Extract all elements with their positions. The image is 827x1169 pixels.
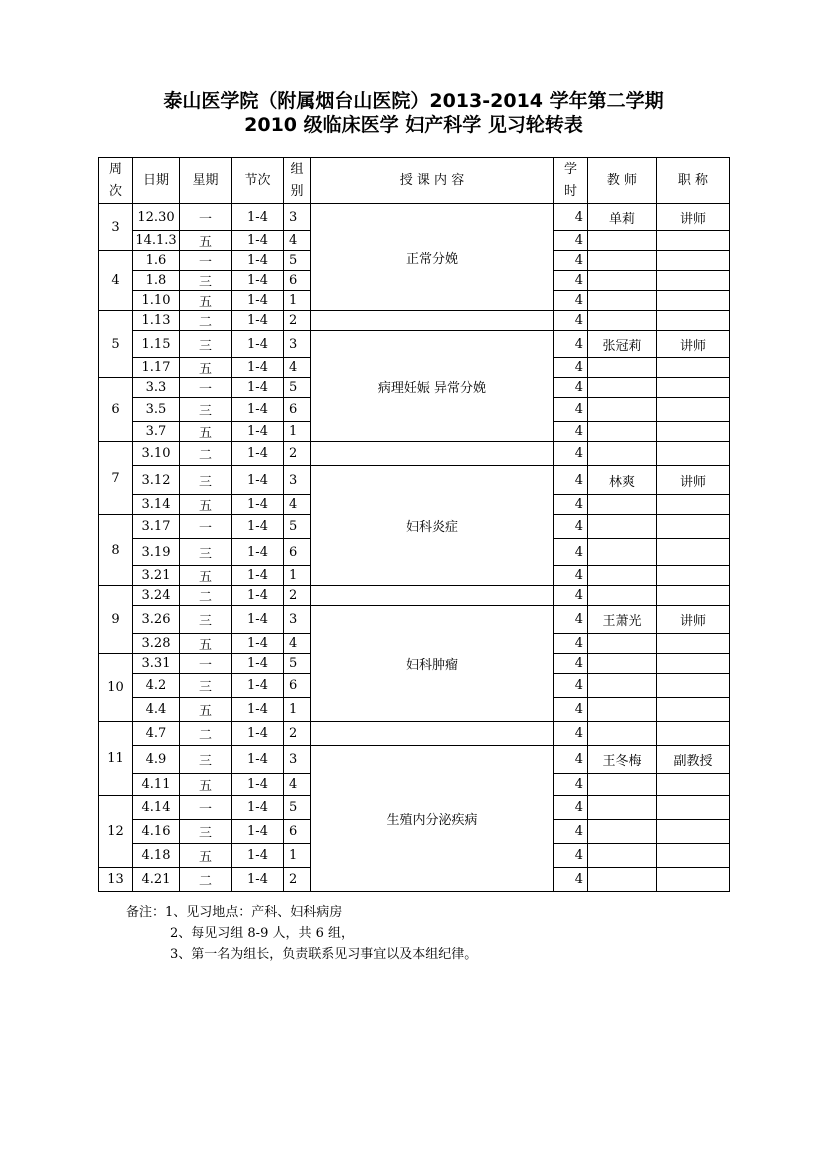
group-cell: 1: [284, 422, 311, 442]
hours-cell: 4: [554, 634, 588, 654]
week-cell: 6: [99, 378, 133, 442]
topic-blank-cell: [311, 586, 554, 606]
weekday-cell: 五: [180, 291, 232, 311]
period-cell: 1-4: [232, 606, 284, 634]
weekday-cell: 五: [180, 358, 232, 378]
note-3: 3、第一名为组长，负责联系见习事宜以及本组纪律。: [170, 947, 478, 962]
week-cell: 13: [99, 868, 133, 892]
hours-cell: 4: [554, 398, 588, 422]
hours-cell: 4: [554, 291, 588, 311]
header-week: 周 次: [99, 158, 133, 204]
header-content: 授 课 内 容: [311, 158, 554, 204]
title-cell: [657, 722, 730, 746]
title-cell: [657, 378, 730, 398]
title-cell: [657, 311, 730, 331]
weekday-cell: 三: [180, 539, 232, 566]
date-cell: 14.1.3: [133, 231, 180, 251]
table-row: [99, 722, 730, 746]
date-cell: 12.30: [133, 204, 180, 231]
group-cell: 5: [284, 378, 311, 398]
header-teacher: 教 师: [588, 158, 657, 204]
period-cell: 1-4: [232, 674, 284, 698]
header-group: 组 别: [284, 158, 311, 204]
period-cell: 1-4: [232, 231, 284, 251]
teacher-cell: [588, 291, 657, 311]
date-cell: 1.10: [133, 291, 180, 311]
weekday-cell: 五: [180, 231, 232, 251]
teacher-cell: [588, 868, 657, 892]
hours-cell: 4: [554, 698, 588, 722]
weekday-cell: 三: [180, 331, 232, 358]
hours-cell: 4: [554, 654, 588, 674]
topic-blank-cell: [311, 311, 554, 331]
teacher-cell: [588, 586, 657, 606]
title-cell: [657, 586, 730, 606]
title-cell: 副教授: [657, 746, 730, 774]
week-cell: 10: [99, 654, 133, 722]
hours-cell: 4: [554, 586, 588, 606]
table-row: [99, 466, 730, 495]
hours-cell: 4: [554, 251, 588, 271]
title-cell: [657, 796, 730, 820]
group-cell: 1: [284, 844, 311, 868]
date-cell: 4.16: [133, 820, 180, 844]
teacher-cell: [588, 634, 657, 654]
hours-cell: 4: [554, 466, 588, 495]
group-cell: 2: [284, 868, 311, 892]
hours-cell: 4: [554, 844, 588, 868]
title-cell: [657, 844, 730, 868]
group-cell: 3: [284, 606, 311, 634]
teacher-cell: [588, 820, 657, 844]
teacher-cell: [588, 654, 657, 674]
date-cell: 1.15: [133, 331, 180, 358]
title-cell: [657, 442, 730, 466]
teacher-cell: [588, 251, 657, 271]
teacher-cell: [588, 442, 657, 466]
period-cell: 1-4: [232, 311, 284, 331]
teacher-cell: [588, 539, 657, 566]
group-cell: 3: [284, 331, 311, 358]
group-cell: 4: [284, 774, 311, 796]
teacher-cell: [588, 774, 657, 796]
hours-cell: 4: [554, 422, 588, 442]
weekday-cell: 五: [180, 844, 232, 868]
weekday-cell: 三: [180, 398, 232, 422]
teacher-cell: [588, 358, 657, 378]
date-cell: 3.24: [133, 586, 180, 606]
teacher-cell: [588, 495, 657, 515]
teacher-cell: 王冬梅: [588, 746, 657, 774]
hours-cell: 4: [554, 515, 588, 539]
weekday-cell: 五: [180, 422, 232, 442]
group-cell: 1: [284, 566, 311, 586]
topic-blank-cell: [311, 442, 554, 466]
title-cell: [657, 634, 730, 654]
period-cell: 1-4: [232, 331, 284, 358]
topic-cell: 正常分娩: [311, 204, 554, 311]
header-weekday: 星期: [180, 158, 232, 204]
weekday-cell: 一: [180, 654, 232, 674]
teacher-cell: 林爽: [588, 466, 657, 495]
period-cell: 1-4: [232, 271, 284, 291]
hours-cell: 4: [554, 868, 588, 892]
date-cell: 1.8: [133, 271, 180, 291]
weekday-cell: 三: [180, 606, 232, 634]
period-cell: 1-4: [232, 422, 284, 442]
group-cell: 6: [284, 539, 311, 566]
date-cell: 3.7: [133, 422, 180, 442]
hours-cell: 4: [554, 271, 588, 291]
date-cell: 3.26: [133, 606, 180, 634]
group-cell: 3: [284, 204, 311, 231]
table-row: [99, 331, 730, 358]
date-cell: 3.10: [133, 442, 180, 466]
week-cell: 12: [99, 796, 133, 868]
title-cell: [657, 654, 730, 674]
hours-cell: 4: [554, 606, 588, 634]
hours-cell: 4: [554, 674, 588, 698]
date-cell: 4.14: [133, 796, 180, 820]
week-cell: 3: [99, 204, 133, 251]
teacher-cell: 张冠莉: [588, 331, 657, 358]
title-cell: 讲师: [657, 204, 730, 231]
period-cell: 1-4: [232, 746, 284, 774]
period-cell: 1-4: [232, 398, 284, 422]
group-cell: 2: [284, 722, 311, 746]
teacher-cell: [588, 311, 657, 331]
group-cell: 5: [284, 796, 311, 820]
note-2: 2、每见习组 8-9 人，共 6 组，: [170, 926, 355, 941]
teacher-cell: [588, 674, 657, 698]
hours-cell: 4: [554, 442, 588, 466]
date-cell: 4.9: [133, 746, 180, 774]
date-cell: 3.28: [133, 634, 180, 654]
week-cell: 11: [99, 722, 133, 796]
hours-cell: 4: [554, 774, 588, 796]
period-cell: 1-4: [232, 698, 284, 722]
title-cell: [657, 539, 730, 566]
group-cell: 6: [284, 398, 311, 422]
weekday-cell: 一: [180, 204, 232, 231]
group-cell: 4: [284, 358, 311, 378]
topic-cell: 病理妊娠 异常分娩: [311, 331, 554, 442]
title-cell: 讲师: [657, 331, 730, 358]
hours-cell: 4: [554, 722, 588, 746]
title-cell: [657, 515, 730, 539]
period-cell: 1-4: [232, 796, 284, 820]
table-row: [99, 442, 730, 466]
week-cell: 9: [99, 586, 133, 654]
teacher-cell: 王萧光: [588, 606, 657, 634]
period-cell: 1-4: [232, 868, 284, 892]
date-cell: 3.17: [133, 515, 180, 539]
weekday-cell: 二: [180, 586, 232, 606]
group-cell: 4: [284, 495, 311, 515]
group-cell: 2: [284, 311, 311, 331]
date-cell: 1.13: [133, 311, 180, 331]
weekday-cell: 三: [180, 746, 232, 774]
period-cell: 1-4: [232, 466, 284, 495]
period-cell: 1-4: [232, 378, 284, 398]
teacher-cell: [588, 271, 657, 291]
date-cell: 4.2: [133, 674, 180, 698]
date-cell: 3.21: [133, 566, 180, 586]
header-row: [99, 158, 730, 204]
teacher-cell: [588, 698, 657, 722]
teacher-cell: [588, 722, 657, 746]
group-cell: 4: [284, 231, 311, 251]
title-cell: [657, 231, 730, 251]
title-cell: [657, 698, 730, 722]
teacher-cell: [588, 566, 657, 586]
date-cell: 4.18: [133, 844, 180, 868]
teacher-cell: [588, 378, 657, 398]
hours-cell: 4: [554, 566, 588, 586]
period-cell: 1-4: [232, 515, 284, 539]
topic-cell: 妇科炎症: [311, 466, 554, 586]
period-cell: 1-4: [232, 566, 284, 586]
title-cell: [657, 674, 730, 698]
weekday-cell: 一: [180, 251, 232, 271]
group-cell: 1: [284, 698, 311, 722]
weekday-cell: 一: [180, 515, 232, 539]
teacher-cell: [588, 796, 657, 820]
title-cell: [657, 271, 730, 291]
group-cell: 6: [284, 674, 311, 698]
period-cell: 1-4: [232, 586, 284, 606]
weekday-cell: 五: [180, 698, 232, 722]
hours-cell: 4: [554, 539, 588, 566]
hours-cell: 4: [554, 331, 588, 358]
title-cell: [657, 291, 730, 311]
group-cell: 2: [284, 442, 311, 466]
period-cell: 1-4: [232, 722, 284, 746]
teacher-cell: [588, 422, 657, 442]
period-cell: 1-4: [232, 654, 284, 674]
title-cell: [657, 566, 730, 586]
period-cell: 1-4: [232, 495, 284, 515]
hours-cell: 4: [554, 358, 588, 378]
weekday-cell: 五: [180, 634, 232, 654]
group-cell: 3: [284, 746, 311, 774]
title-cell: 讲师: [657, 606, 730, 634]
period-cell: 1-4: [232, 844, 284, 868]
header-hours: 学 时: [554, 158, 588, 204]
teacher-cell: [588, 844, 657, 868]
topic-blank-cell: [311, 722, 554, 746]
title-cell: [657, 358, 730, 378]
hours-cell: 4: [554, 746, 588, 774]
weekday-cell: 一: [180, 378, 232, 398]
date-cell: 3.5: [133, 398, 180, 422]
header-title: 职 称: [657, 158, 730, 204]
topic-cell: 生殖内分泌疾病: [311, 746, 554, 892]
period-cell: 1-4: [232, 774, 284, 796]
weekday-cell: 二: [180, 722, 232, 746]
date-cell: 3.31: [133, 654, 180, 674]
title-cell: 讲师: [657, 466, 730, 495]
date-cell: 3.12: [133, 466, 180, 495]
title-cell: [657, 868, 730, 892]
rotation-table: [98, 157, 730, 892]
table-row: [99, 746, 730, 774]
group-cell: 5: [284, 251, 311, 271]
date-cell: 1.17: [133, 358, 180, 378]
weekday-cell: 二: [180, 442, 232, 466]
group-cell: 1: [284, 291, 311, 311]
date-cell: 4.4: [133, 698, 180, 722]
period-cell: 1-4: [232, 358, 284, 378]
title-cell: [657, 398, 730, 422]
weekday-cell: 五: [180, 495, 232, 515]
hours-cell: 4: [554, 231, 588, 251]
hours-cell: 4: [554, 495, 588, 515]
period-cell: 1-4: [232, 251, 284, 271]
teacher-cell: 单莉: [588, 204, 657, 231]
group-cell: 3: [284, 466, 311, 495]
hours-cell: 4: [554, 311, 588, 331]
group-cell: 5: [284, 654, 311, 674]
hours-cell: 4: [554, 796, 588, 820]
group-cell: 4: [284, 634, 311, 654]
group-cell: 6: [284, 271, 311, 291]
week-cell: 7: [99, 442, 133, 515]
table-row: [99, 311, 730, 331]
period-cell: 1-4: [232, 634, 284, 654]
week-cell: 5: [99, 311, 133, 378]
period-cell: 1-4: [232, 291, 284, 311]
group-cell: 6: [284, 820, 311, 844]
note-1: 备注：1、见习地点：产科、妇科病房: [126, 905, 343, 920]
table-row: [99, 586, 730, 606]
weekday-cell: 三: [180, 466, 232, 495]
date-cell: 1.6: [133, 251, 180, 271]
date-cell: 3.14: [133, 495, 180, 515]
notes: [126, 902, 477, 965]
period-cell: 1-4: [232, 539, 284, 566]
weekday-cell: 三: [180, 271, 232, 291]
weekday-cell: 二: [180, 868, 232, 892]
header-period: 节次: [232, 158, 284, 204]
date-cell: 4.11: [133, 774, 180, 796]
hours-cell: 4: [554, 820, 588, 844]
title-line-2: 2010 级临床医学 妇产科学 见习轮转表: [244, 114, 583, 136]
table-row: [99, 606, 730, 634]
weekday-cell: 一: [180, 796, 232, 820]
topic-cell: 妇科肿瘤: [311, 606, 554, 722]
weekday-cell: 五: [180, 774, 232, 796]
header-date: 日期: [133, 158, 180, 204]
period-cell: 1-4: [232, 204, 284, 231]
table-row: [99, 204, 730, 231]
teacher-cell: [588, 398, 657, 422]
weekday-cell: 三: [180, 674, 232, 698]
title-cell: [657, 251, 730, 271]
date-cell: 3.3: [133, 378, 180, 398]
period-cell: 1-4: [232, 442, 284, 466]
teacher-cell: [588, 231, 657, 251]
date-cell: 4.21: [133, 868, 180, 892]
group-cell: 5: [284, 515, 311, 539]
week-cell: 8: [99, 515, 133, 586]
title-cell: [657, 422, 730, 442]
title-cell: [657, 820, 730, 844]
hours-cell: 4: [554, 204, 588, 231]
period-cell: 1-4: [232, 820, 284, 844]
week-cell: 4: [99, 251, 133, 311]
weekday-cell: 二: [180, 311, 232, 331]
group-cell: 2: [284, 586, 311, 606]
date-cell: 4.7: [133, 722, 180, 746]
title-line-1: 泰山医学院（附属烟台山医院）2013-2014 学年第二学期: [163, 90, 664, 112]
date-cell: 3.19: [133, 539, 180, 566]
hours-cell: 4: [554, 378, 588, 398]
teacher-cell: [588, 515, 657, 539]
title-cell: [657, 495, 730, 515]
title-cell: [657, 774, 730, 796]
weekday-cell: 五: [180, 566, 232, 586]
weekday-cell: 三: [180, 820, 232, 844]
